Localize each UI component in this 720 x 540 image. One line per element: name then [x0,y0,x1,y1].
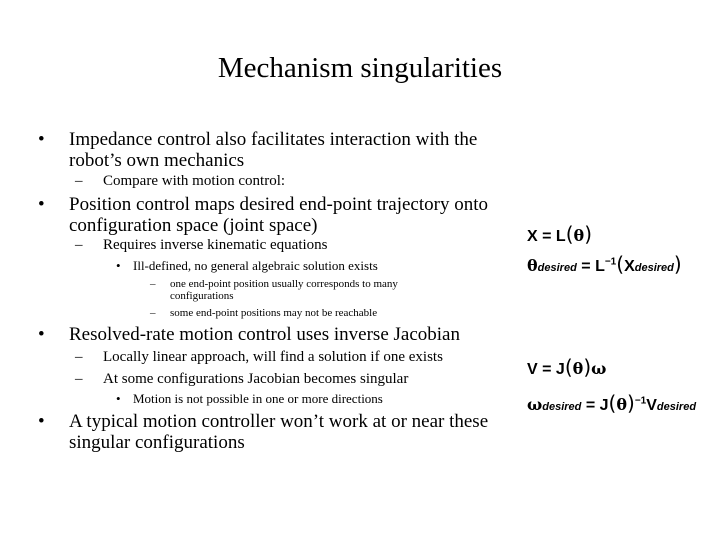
bullet-text: Locally linear approach, will find a solution if one exists [103,349,443,365]
eq-tail: ω [591,359,607,378]
bullet-text-line: configuration space (joint space) [69,215,318,236]
bullet-text: Resolved-rate motion control uses inverse Jacobian [69,324,460,345]
eq-paren-open: ( [608,391,617,415]
bullet-text: Compare with motion control: [103,173,286,189]
eq-lhs-subscript: desired [542,401,582,413]
eq-function: J [599,397,609,414]
eq-paren-open: ( [616,252,625,276]
level4-bullet-item [150,307,510,319]
bullet-item [38,324,518,345]
slide-title: Mechanism singularities [217,52,503,84]
bullet-text-line: Position control maps desired end-point trajectory onto [69,194,488,215]
eq-lhs: θ [527,256,538,275]
bullet-text-line: singular configurations [69,432,245,453]
bullet-text-line: A typical motion controller won’t work at or near these [69,411,489,432]
equation-forward-kinematics [527,222,592,246]
equation-inverse-kinematics [527,252,682,276]
bullet-text: Requires inverse kinematic equations [103,237,328,253]
eq-arg: X [624,258,635,275]
eq-lhs: V [527,361,538,378]
equation-jacobian [527,355,606,379]
equation-inverse-jacobian [527,391,696,415]
eq-arg: θ [573,226,585,245]
bullet-marker: – [75,237,83,253]
sub-bullet-item [75,348,515,366]
bullet-text [38,411,518,453]
bullet-text-line: configurations [170,290,234,302]
eq-equals: = [542,361,552,378]
eq-paren-open: ( [565,222,574,246]
bullet-item [38,129,518,171]
eq-paren-close: ) [583,355,592,379]
eq-function: L [555,228,566,245]
eq-lhs: ω [527,395,543,414]
bullet-text [38,194,518,236]
sub-sub-bullet-item [116,258,516,274]
bullet-item [38,194,518,236]
eq-tail-subscript: desired [656,401,697,413]
bullet-marker: • [116,391,121,406]
bullet-marker: – [75,371,83,387]
bullet-marker: – [150,278,156,290]
bullet-marker: • [38,324,45,345]
level4-bullet-item [150,278,510,302]
bullet-text: At some configurations Jacobian becomes singular [103,371,409,387]
bullet-marker: – [75,173,83,189]
eq-paren-close: ) [627,391,635,415]
bullet-text: Motion is not possible in one or more directions [133,391,383,406]
eq-superscript: −1 [604,256,617,268]
eq-function: J [555,361,565,378]
eq-equals: = [585,397,596,414]
bullet-text [38,129,518,171]
eq-superscript: −1 [634,395,647,407]
eq-lhs: X [527,228,538,245]
bullet-marker: • [38,194,45,215]
bullet-text-line: Impedance control also facilitates interaction with the [69,129,478,150]
eq-paren-close: ) [584,222,592,246]
bullet-text: some end-point positions may not be reachable [170,307,378,319]
bullet-marker: • [38,129,45,150]
bullet-text-line: robot’s own mechanics [69,150,245,171]
bullet-marker: – [150,307,156,319]
eq-lhs-subscript: desired [537,262,577,274]
bullet-text [150,278,510,302]
eq-tail: V [646,397,657,414]
eq-equals: = [581,258,591,275]
eq-arg: θ [572,359,584,378]
bullet-item [38,411,518,453]
sub-bullet-item [75,370,515,388]
eq-paren-close: ) [673,252,682,276]
bullet-text: Ill-defined, no general algebraic solution exists [133,258,378,273]
sub-sub-bullet-item [116,391,516,407]
eq-arg-subscript: desired [634,262,674,274]
sub-bullet-item [75,172,515,190]
eq-equals: = [542,228,552,245]
bullet-marker: • [116,258,121,273]
eq-arg: θ [616,395,628,414]
bullet-marker: – [75,349,83,365]
sub-bullet-item [75,236,515,254]
eq-function: L [595,258,605,275]
eq-paren-open: ( [564,355,573,379]
bullet-marker: • [38,411,45,432]
bullet-text-line: one end-point position usually corresponds to many [170,278,398,290]
